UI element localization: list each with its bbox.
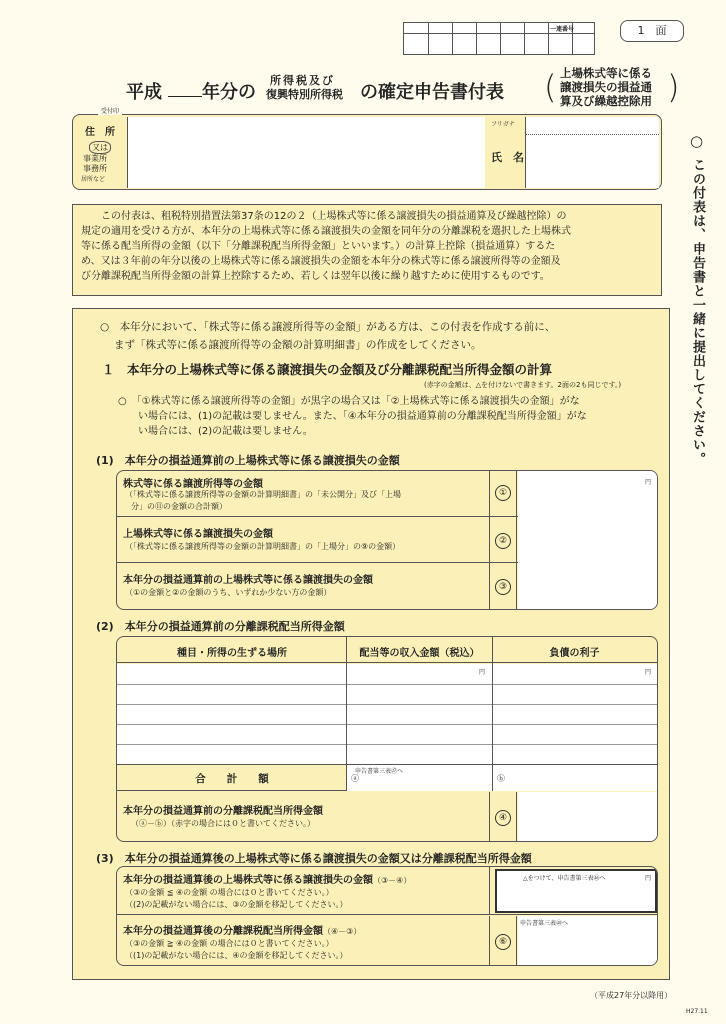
title-paren-left: (	[544, 68, 557, 106]
sub3-row	[117, 867, 657, 915]
sub3-row6-num: ⑥	[489, 916, 517, 966]
sub1-row1-desc1: （「株式等に係る譲渡所得等の金額の計算明細書」の「未公開分」及び「上場	[125, 490, 401, 499]
intro-line-5: び分離課税配当所得金額の計算上控除するため、若しくは翌年以後に繰り越すために使用するものです。	[81, 271, 550, 282]
side-note-text: この付表は、申告書と一緒に提出してください。	[690, 158, 705, 466]
sub1-row1-num: ①	[489, 471, 517, 517]
sub2-col1-header: 種目・所得の生ずる場所	[177, 648, 287, 659]
sub2-col2-header: 配当等の収入金額（税込）	[359, 648, 480, 659]
sub3-row6-title: 本年分の損益通算後の分離課税配当所得金額（④－③）	[123, 926, 362, 937]
sub1-row3-title: 本年分の損益通算前の上場株式等に係る譲渡損失の金額	[123, 575, 373, 586]
title-tax-2: 復興特別所得税	[266, 88, 343, 101]
title-main: の確定申告書付表	[360, 82, 504, 103]
footer-note: （平成27年分以降用）	[590, 991, 673, 1000]
sub1-row3-num: ③	[489, 563, 517, 609]
sub1-row2-amount-field[interactable]	[518, 517, 657, 563]
sub1-row2-num: ②	[489, 517, 517, 563]
sub1-row3-desc1: （①の金額と②の金額のうち、いずれか少ない方の金額）	[125, 588, 332, 597]
side-note-circle: ○	[690, 132, 704, 150]
sub3-row5-desc2: （(2)の記載がない場合には、③の金額を移記してください。）	[125, 900, 348, 909]
sub2-total-b-field[interactable]: ⓑ	[493, 765, 657, 791]
intro-line-4: め、又は３年前の年分以後の上場株式等に係る譲渡損失の金額を本年分の株式等に係る譲渡所得等の金額及	[81, 256, 561, 267]
sub1-table	[116, 470, 658, 610]
footer-code: H27.11	[686, 1008, 708, 1015]
sub1-row3-amount-field[interactable]	[518, 563, 657, 609]
serial-number-box[interactable]	[403, 22, 595, 55]
sub2-row4-num: ④	[489, 792, 517, 842]
cond-line-1: ○ 「①株式等に係る譲渡所得等の金額」が黒字の場合又は「②上場株式等に係る譲渡損失の金額」がな	[118, 396, 580, 407]
cond-line-3: い場合には、(2)の記載は要しません。	[138, 426, 313, 437]
cond-line-2: い場合には、(1)の記載は要しません。また、「④本年分の損益通算前の分離課税配当所得金額」がな	[138, 411, 587, 422]
section1-note: (赤字の金額は、△を付けないで書きます。2面の2も同じです。)	[424, 381, 622, 389]
sub2-total-row	[117, 765, 657, 791]
title-side-2: 譲渡損失の損益通	[560, 80, 652, 94]
sub3-row6-desc2: （(1)の記載がない場合には、④の金額を移記してください。）	[125, 951, 348, 960]
sub3-row	[117, 916, 657, 966]
sub2-header-row	[117, 637, 657, 663]
sub2-total-label: 合 計 額	[195, 773, 269, 785]
sub3-row5-desc1: （③の金額 ≦ ④の金額 の場合には０と書いてください。）	[125, 888, 334, 897]
intro-line-1: この付表は、租税特別措置法第37条の12の２（上場株式等に係る譲渡損失の損益通算及び繰越控除）の	[101, 211, 567, 222]
sub2-entry-area[interactable]	[117, 664, 657, 764]
intro-line-2: 規定の適用を受ける方が、本年分の上場株式等に係る譲渡損失の金額を同年分の分離課税を選択した上場株式	[81, 226, 571, 237]
title-heisei: 平成	[126, 82, 162, 103]
sub1-row2-desc1: （「株式等に係る譲渡所得等の金額の計算明細書」の「上場分」の⑨の金額）	[125, 542, 401, 551]
form-title	[98, 68, 698, 108]
stamp-label: 受付印	[98, 106, 122, 115]
sub1-row1-title: 株式等に係る譲渡所得等の金額	[123, 479, 263, 490]
address-label: 住 所	[85, 127, 115, 138]
notice-line-1: ○ 本年分において、「株式等に係る譲渡所得等の金額」がある方は、この付表を作成する前に、	[100, 321, 556, 333]
sub1-row	[117, 517, 657, 563]
sub3-row6-amount-field[interactable]: 申告書第三表㊽へ	[518, 916, 657, 966]
name-label: 氏 名	[491, 151, 524, 164]
furigana-field[interactable]	[525, 117, 659, 135]
notice-line-2: まず「株式等に係る譲渡所得等の金額の計算明細書」の作成をしてください。	[114, 339, 482, 351]
sub1-row2-title: 上場株式等に係る譲渡損失の金額	[123, 529, 273, 540]
sub2-row4-title: 本年分の損益通算前の分離課税配当所得金額	[123, 806, 323, 817]
page-number-label: 1 面	[637, 24, 667, 37]
sub3-row6-desc1: （③の金額 ≧ ④の金額 の場合には０と書いてください。）	[125, 939, 334, 948]
sub3-row5-title: 本年分の損益通算後の上場株式等に係る譲渡損失の金額（③－④）	[123, 875, 412, 886]
sub1-row	[117, 563, 657, 609]
intro-box	[72, 204, 662, 296]
year-blank[interactable]	[168, 96, 202, 97]
office-label-3: 居所など	[81, 176, 106, 183]
sub2-unit-col2: 円	[479, 669, 486, 676]
sub2-row4	[117, 792, 657, 842]
address-field[interactable]	[127, 117, 485, 188]
sub2-col3-header: 負債の利子	[549, 648, 600, 659]
sub2-total-a-field[interactable]: ⓐ 申告書第三表㉗へ	[347, 765, 492, 791]
furigana-label: フリガナ	[491, 121, 515, 128]
sub1-row1-amount-field[interactable]: 円	[518, 471, 657, 517]
sub2-unit-col3: 円	[645, 669, 652, 676]
sub2-row4-desc: （ⓐ－ⓑ）（赤字の場合には０と書いてください。）	[131, 819, 315, 828]
section1-condition	[118, 394, 587, 439]
title-year: 年分の	[202, 82, 256, 103]
office-label-1: 事業所	[83, 154, 107, 163]
sub3-heading: (3) 本年分の損益通算後の上場株式等に係る譲渡損失の金額又は分離課税配当所得金額	[96, 852, 532, 865]
sub3-table	[116, 866, 658, 966]
sub1-heading: (1) 本年分の損益通算前の上場株式等に係る譲渡損失の金額	[96, 454, 400, 467]
sub1-row1-desc2: 分」の⑪の金額の合計額）	[131, 502, 227, 511]
name-field[interactable]	[525, 135, 659, 188]
title-paren-right: )	[667, 68, 680, 106]
address-block	[72, 108, 662, 190]
section1-title: １ 本年分の上場株式等に係る譲渡損失の金額及び分離課税配当所得金額の計算	[102, 362, 553, 377]
title-side-3: 算及び繰越控除用	[560, 94, 652, 108]
sub1-row	[117, 471, 657, 517]
side-note	[686, 132, 712, 512]
intro-line-3: 等に係る配当所得の金額（以下「分離課税配当所得金額」といいます。）の計算上控除（損益通算）するた	[81, 241, 556, 252]
sub3-row5-amount-field[interactable]: △をつけて、申告書第三表㊻へ 円	[495, 869, 657, 913]
or-label: 又は	[89, 141, 111, 154]
sub2-table	[116, 636, 658, 842]
sub2-heading: (2) 本年分の損益通算前の分離課税配当所得金額	[96, 620, 345, 633]
sub2-row4-amount-field[interactable]	[518, 792, 657, 842]
title-side-1: 上場株式等に係る	[560, 66, 652, 80]
serial-number-label: 一連番号	[550, 26, 575, 33]
page-number-box	[620, 20, 684, 42]
office-label-2: 事務所	[83, 164, 107, 173]
title-tax-1: 所得税及び	[270, 74, 335, 87]
